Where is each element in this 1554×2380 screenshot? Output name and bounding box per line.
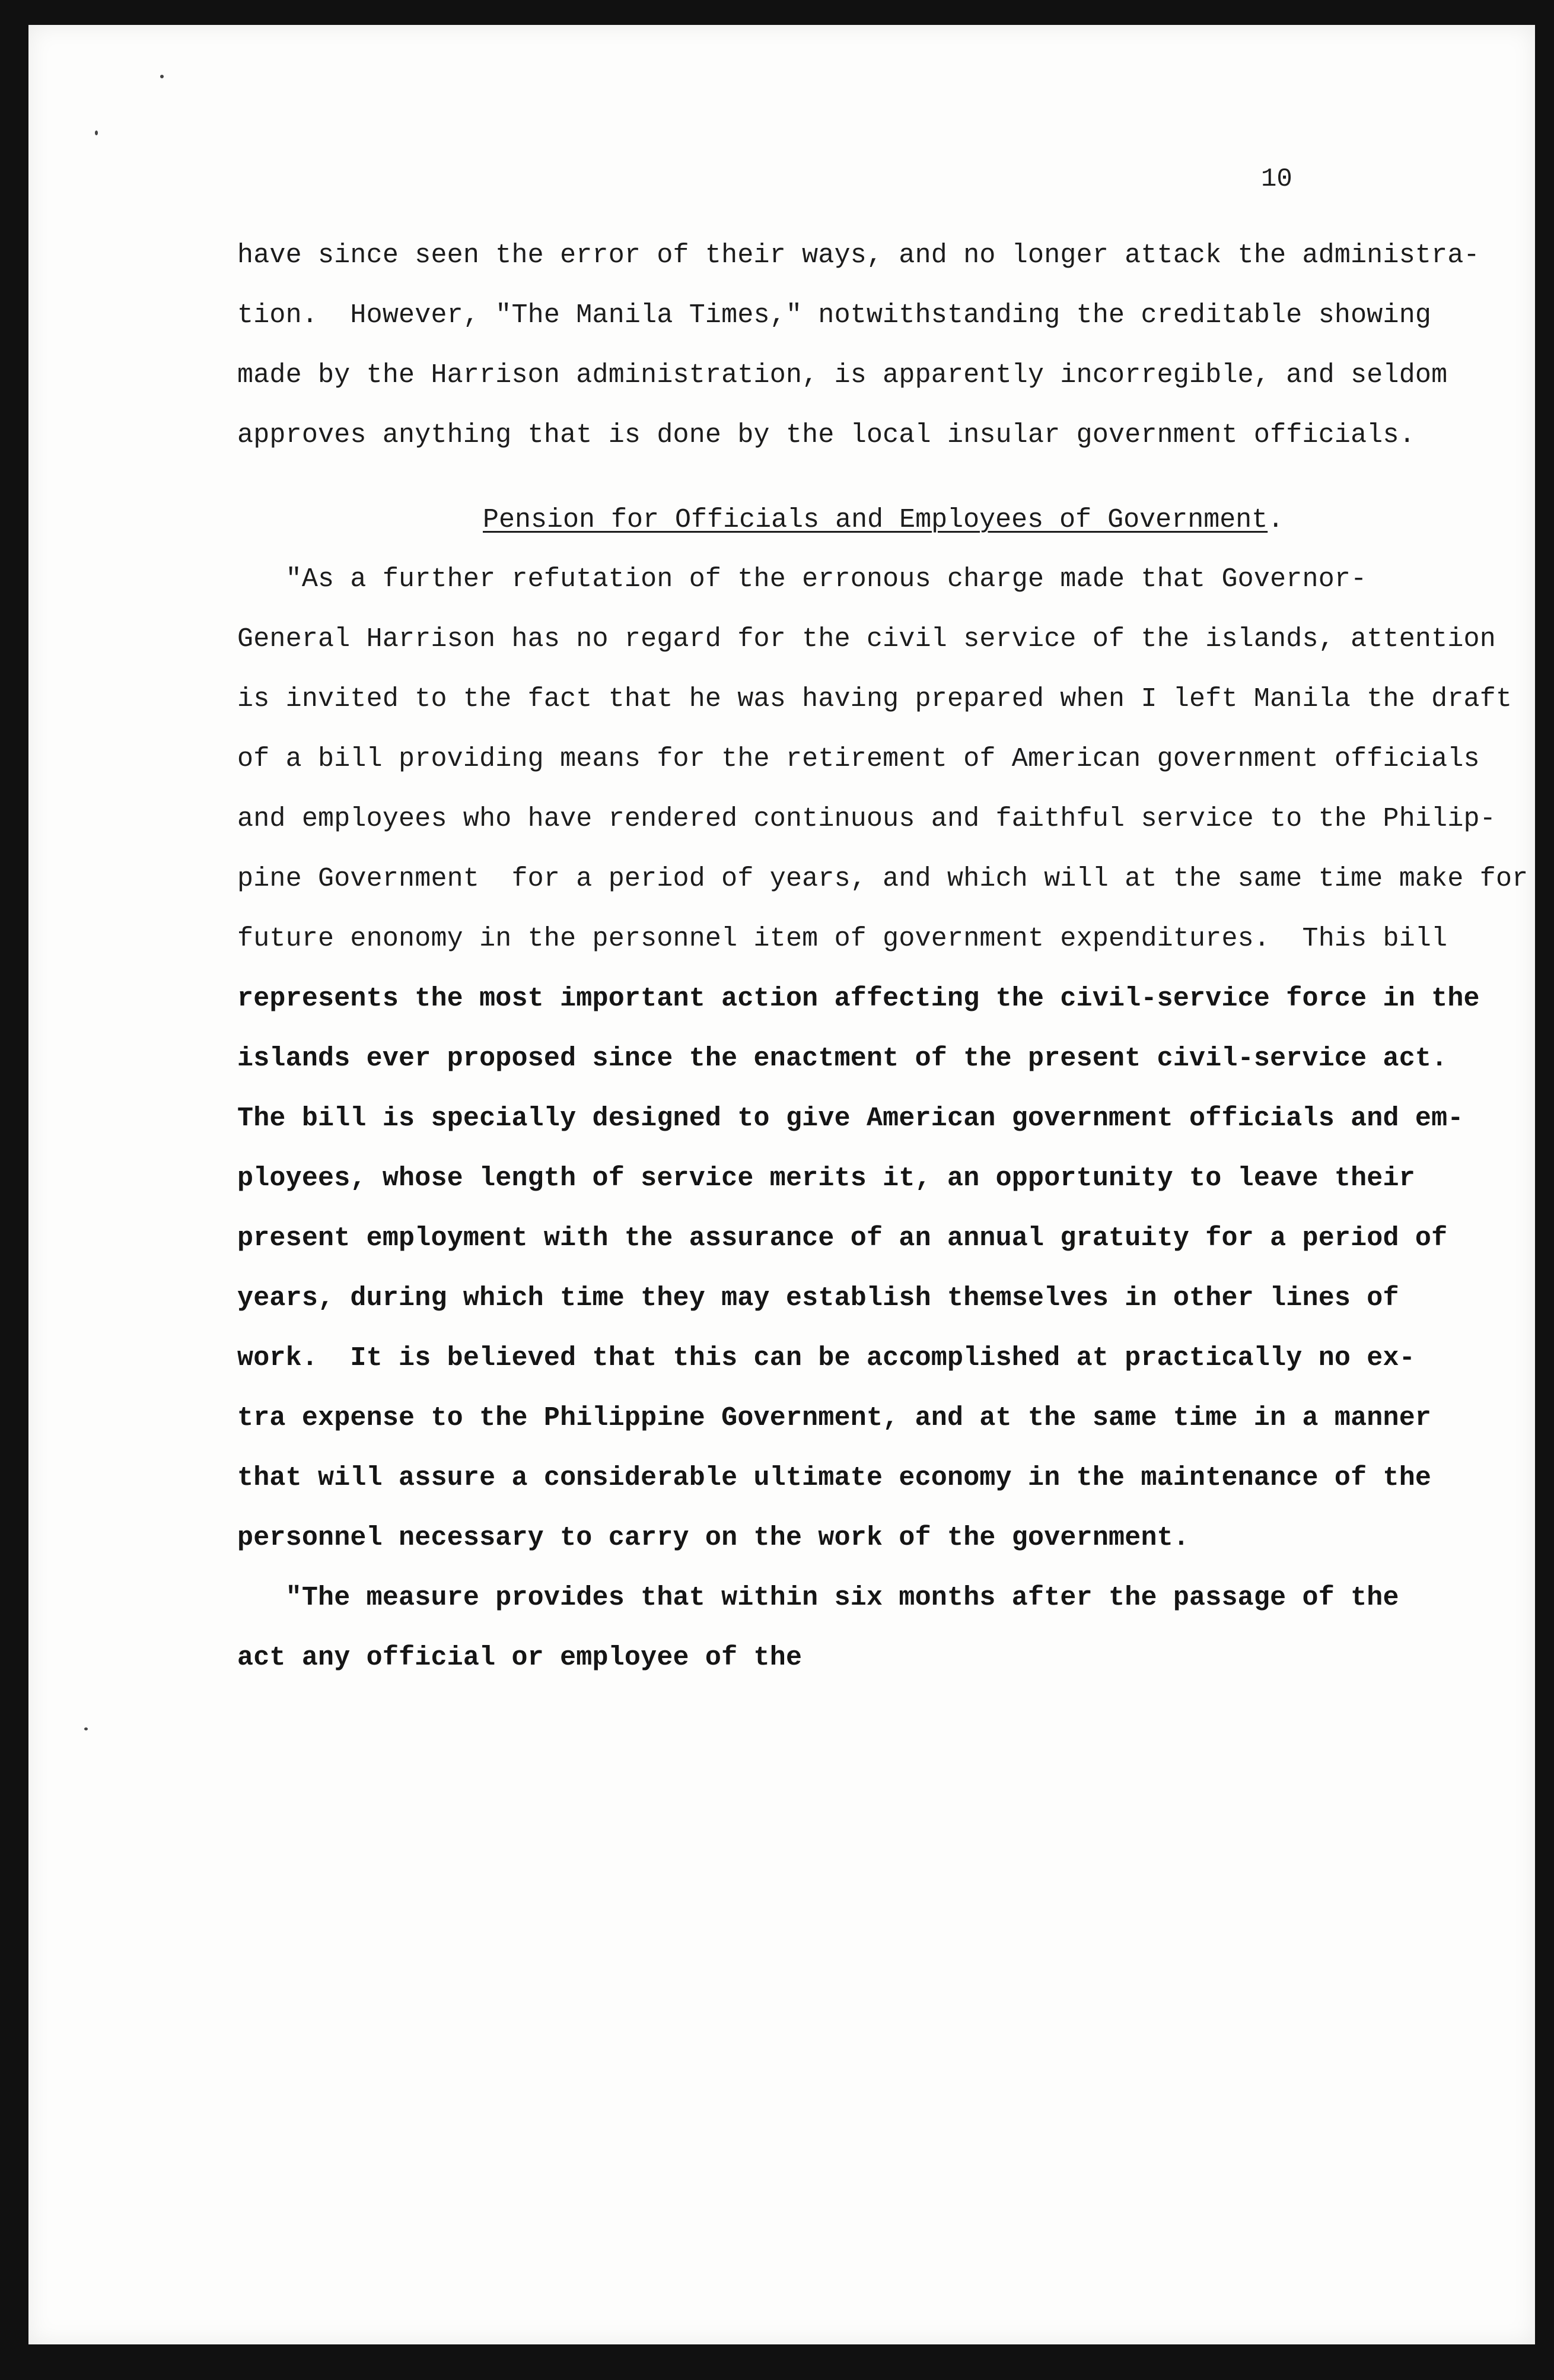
body-line-11: future enonomy in the personnel item of government expenditures. This bill [237, 924, 1448, 954]
body-line-16: present employment with the assurance of an annual gratuity for a period of [237, 1223, 1448, 1253]
body-line-15: ployees, whose length of service merits it, an opportunity to leave their [237, 1163, 1415, 1194]
margin-speck [84, 1727, 88, 1730]
body-line-20: that will assure a considerable ultimate economy in the maintenance of the [237, 1463, 1432, 1493]
body-line-7: is invited to the fact that he was having prepared when I left Manila the draft [237, 684, 1512, 714]
body-line-1: have since seen the error of their ways, and no longer attack the administra- [237, 240, 1480, 271]
section-heading [483, 507, 1284, 533]
body-line-9: and employees who have rendered continuous and faithful service to the Philip- [237, 804, 1496, 834]
section-heading-period: . [1268, 505, 1284, 535]
margin-speck [160, 75, 164, 78]
body-line-12: represents the most important action affecting the civil-service force in the [237, 984, 1480, 1014]
body-line-2: tion. However, "The Manila Times," notwithstanding the creditable showing [237, 300, 1432, 330]
body-line-6: General Harrison has no regard for the civil service of the islands, attention [237, 624, 1496, 654]
body-line-5: "As a further refutation of the erronous charge made that Governor- [237, 564, 1367, 594]
typewritten-page [28, 25, 1535, 2344]
body-line-13: islands ever proposed since the enactment of the present civil-service act. [237, 1043, 1448, 1074]
body-line-19: tra expense to the Philippine Government, and at the same time in a manner [237, 1403, 1432, 1433]
page-number: 10 [1261, 164, 1292, 194]
body-line-8: of a bill providing means for the retirement of American government officials [237, 744, 1480, 774]
body-line-21: personnel necessary to carry on the work of the government. [237, 1523, 1190, 1553]
body-line-10: pine Government for a period of years, and which will at the same time make for [237, 864, 1528, 894]
body-line-14: The bill is specially designed to give American government officials and em- [237, 1103, 1464, 1134]
body-line-18: work. It is believed that this can be accomplished at practically no ex- [237, 1343, 1415, 1373]
body-line-22: "The measure provides that within six months after the passage of the [237, 1583, 1399, 1613]
section-heading-text: Pension for Officials and Employees of Government [483, 505, 1268, 535]
body-line-3: made by the Harrison administration, is apparently incorregible, and seldom [237, 360, 1448, 390]
margin-speck [95, 131, 98, 135]
body-line-17: years, during which time they may establish themselves in other lines of [237, 1283, 1399, 1313]
body-line-23: act any official or employee of the [237, 1643, 803, 1673]
body-line-4: approves anything that is done by the local insular government officials. [237, 420, 1415, 450]
